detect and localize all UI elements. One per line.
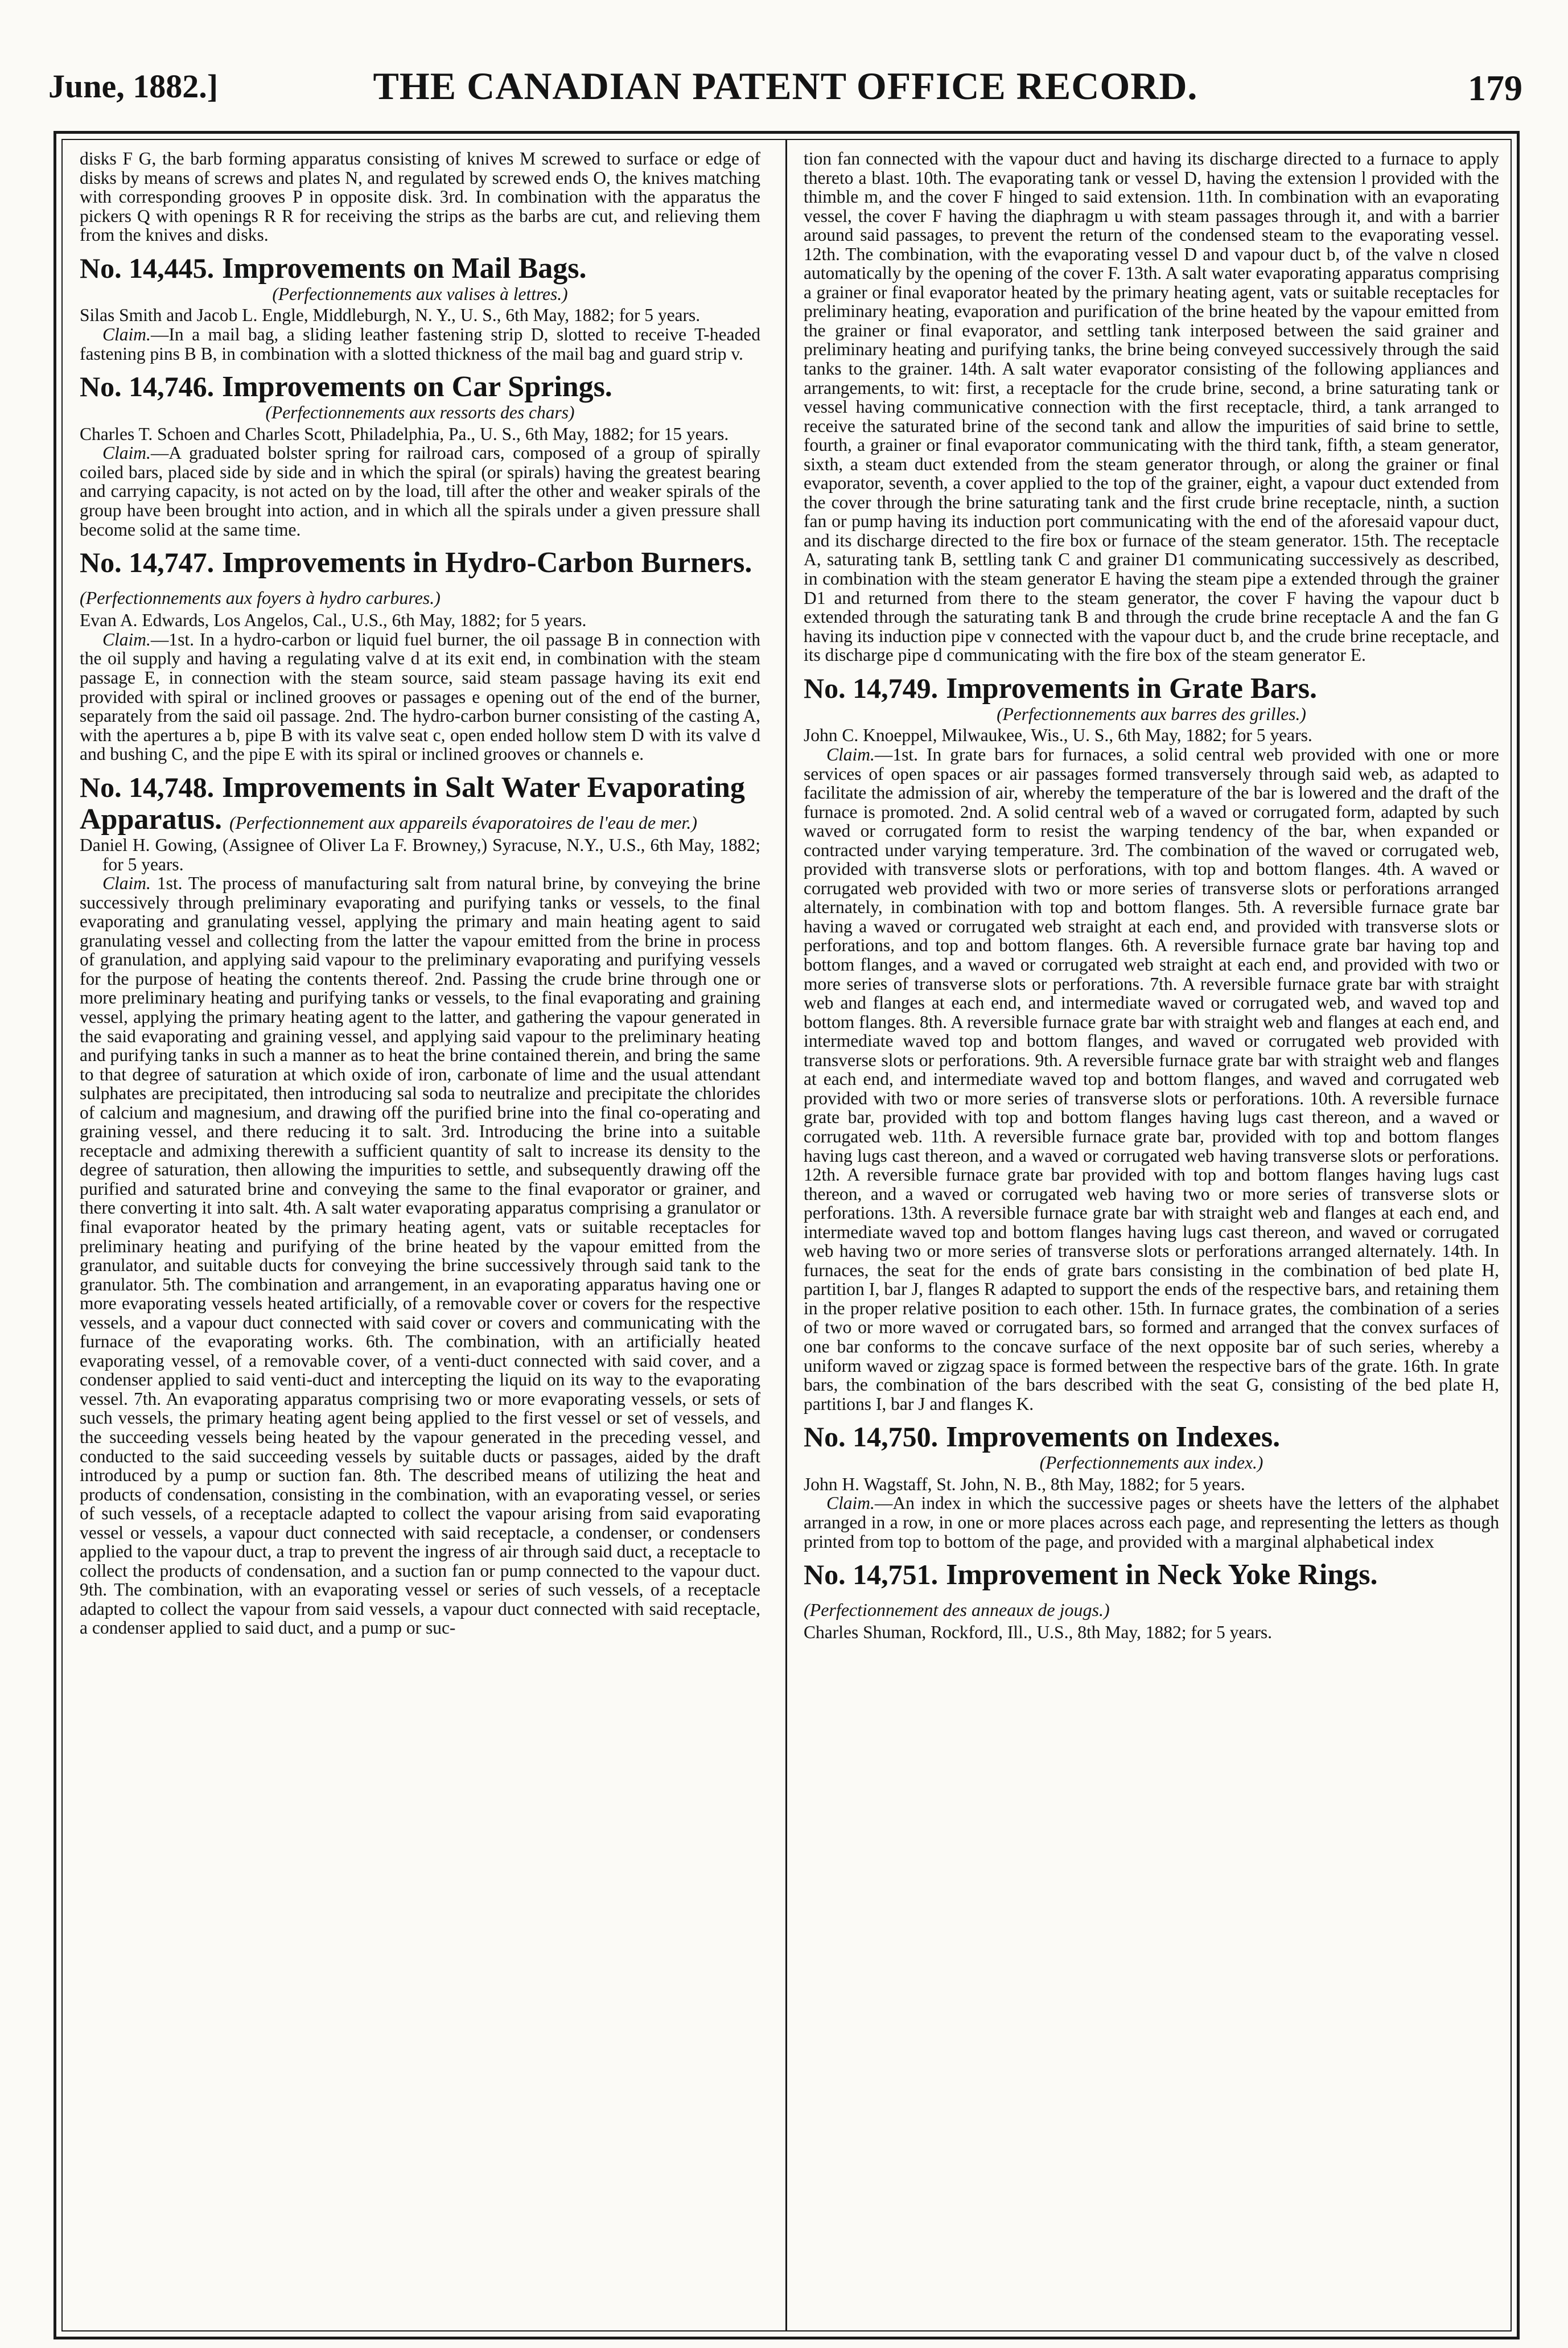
patent-heading	[80, 371, 760, 403]
patent-title: Improvements in Grate Bars.	[946, 672, 1317, 705]
patent-heading	[80, 253, 760, 285]
continued-claim-text: tion fan connected with the vapour duct and having its discharge directed to a furnace to apply thereto a blast. 10th. The evaporating tank or vessel D, having the extension l provided with the thimble m, and the cover F hinged to said extension. 11th. In combination with an evaporating vessel, the cover F having the diaphragm u with steam passages through it, and with a barrier around said passages, to prevent the return of the condensed steam to the evaporating vessel. 12th. The combination, with the evaporating vessel D and vapour duct b, of the valve n closed automatically by the opening of the cover F. 13th. A salt water evaporating apparatus comprising a grainer or final evaporator heated by the primary heating agent, vats or suitable receptacles for preliminary heating, evaporation and purification of the brine heated by the vapour emitted from the grainer or final evaporator, and settling tank interposed between the said grainer and preliminary heating and purifying tanks, the brine being conveyed successively through the said tanks to the grainer. 14th. A salt water evaporator consisting of the following appliances and arrangements, to wit: first, a receptacle for the crude brine, second, a brine saturating tank or vessel having communicative connection with the first receptacle, third, a tank arranged to receive the saturated brine of the second tank and allow the impurities of said brine to settle, fourth, a grainer or final evaporator communicating with the third tank, fifth, a steam generator, sixth, a steam duct extended from the steam generator through, or along the grainer or final evaporator, seventh, a cover applied to the top of the grainer, eight, a vapour duct extended from the cover through the brine saturating tank and the first crude brine receptacle, ninth, a suction fan or pump having its induction port communicating with the end of the aforesaid vapour duct, and its discharge directed to the fire box or furnace of the steam generator. 15th. The receptacle A, saturating tank B, settling tank C and grainer D1 communicating successively as described, in combination with the steam generator E having the steam pipe a extended through the grainer D1 and returned from there to the steam generator, the cover F having the vapour duct b extended through the saturating tank B and through the crude brine receptacle A and the fan G having its induction pipe v connected with the vapour duct b, and the crude brine receptacle, and its discharge pipe d communicating with the fire box of the steam generator E.	[804, 149, 1499, 665]
claim-paragraph	[80, 874, 760, 1638]
french-title: (Perfectionnements aux valises à lettres.)	[272, 283, 568, 304]
claim-text: —1st. In grate bars for furnaces, a solid central web provided with one or more services of open spaces or air passages formed transversely through said web, as adapted to facilitate the admission of air, whereby the temperature of the bar is lowered and the draft of the furnace is promoted. 2nd. A solid central web of a waved or corrugated form, adapted by such waved or corrugated form to resist the warping tendency of the bar, when expanded or contracted under varying temperature. 3rd. The combination of the waved or corrugated web, provided with transverse slots or perforations, with top and bottom flanges. 4th. A waved or corrugated web provided with two or more series of transverse slots or perforations arranged alternately, in combination with top and bottom flanges. 5th. A reversible furnace grate bar having a waved or corrugated web straight at each end, and provided with transverse slots or perforations, and top and bottom flanges. 6th. A reversible furnace grate bar having top and bottom flanges, and a waved or corrugated web straight at each end, and provided with two or more series of transverse slots or perforations. 7th. A reversible furnace grate bar with straight web and flanges at each end, and intermediate waved or corrugated web, and waved top and bottom flanges. 8th. A reversible furnace grate bar with straight web and flanges at each end, and intermediate waved top and bottom flanges, and waved or corrugated web provided with transverse slots or perforations. 9th. A reversible furnace grate bar with straight web and flanges at each end, and intermediate waved top and bottom flanges, and waved and corrugated web provided with two or more series of transverse slots or perforations. 10th. A reversible furnace grate bar, provided with top and bottom flanges having lugs cast thereon, and a waved or corrugated web. 11th. A reversible furnace grate bar, provided with top and bottom flanges having lugs cast thereon, and a waved or corrugated web having transverse slots or perforations. 12th. A reversible furnace grate bar provided with top and bottom flanges having lugs cast thereon, and a waved or corrugated web having two or more series of transverse slots or perforations. 13th. A reversible furnace grate bar with straight web and flanges at each end, and intermediate waved top and bottom flanges having lugs cast thereon, and waved or corrugated web having two or more series of transverse slots or perforations arranged alternately. 14th. In furnaces, the seat for the ends of grate bars consisting in the combination of bed plate H, partition I, bar J, flanges R adapted to support the ends of the respective bars, and retaining them in the proper relative position to each other. 15th. In furnace grates, the combination of a series of two or more waved or corrugated bars, so formed and arranged that the convex surfaces of one bar conforms to the concave surface of the next opposite bar of such series, whereby a uniform waved or zigzag space is formed between the respective bars of the grate. 16th. In grate bars, the combination of the bars described with the seat G, consisting of the bed plate H, partitions I, bar J and flanges K.	[804, 745, 1499, 1414]
french-title: (Perfectionnement des anneaux de jougs.)	[804, 1599, 1110, 1621]
french-title: (Perfectionnement aux appareils évaporatoires de l'eau de mer.)	[229, 812, 697, 833]
patent-title: Improvements on Mail Bags.	[222, 252, 587, 285]
patent-title: Improvements on Car Springs.	[222, 371, 612, 404]
inventor-line: Silas Smith and Jacob L. Engle, Middleburgh, N. Y., U. S., 6th May, 1882; for 5 years.	[80, 305, 701, 326]
claim-text: —In a mail bag, a sliding leather fastening strip D, slotted to receive T-headed fastening pins B B, in combination with a slotted thickness of the mail bag and guard strip v.	[80, 324, 760, 364]
patent-title: Improvements in Salt Water Evaporating Apparatus.	[80, 771, 745, 836]
patent-heading	[804, 1559, 1499, 1623]
inventor-line: John C. Knoeppel, Milwaukee, Wis., U. S., 6th May, 1882; for 5 years.	[804, 725, 1312, 746]
claim-text: 1st. The process of manufacturing salt from natural brine, by conveying the brine successively through preliminary evaporating and purifying tanks or vessels, to the final evaporating and granulating vessel, applying the primary and main heating agent to said granulating vessel and collecting from the latter the vapour emitted from the brine in process of granulation, and applying said vapour to the preliminary evaporating and purifying vessels for the purpose of heating the contents thereof. 2nd. Passing the crude brine through one or more preliminary heating and purifying tanks or vessels, to the final evaporating and graining vessel, applying the primary heating agent to the latter, and gathering the vapour generated in the said evaporating and graining vessel, and applying said vapour to the preliminary heating and purifying tanks in such a manner as to heat the brine contained therein, and bring the same to that degree of saturation at which oxide of iron, carbonate of lime and the usual attendant sulphates are precipitated, then introducing sal soda to neutralize and precipitate the chlorides of calcium and magnesium, and drawing off the purified brine into the final co-operating and graining vessel, and there reducing it to salt. 3rd. Introducing the brine into a suitable receptacle and admixing therewith a sufficient quantity of salt to increase its density to the degree of saturation, then allowing the impurities to settle, and subsequently drawing off the purified and saturated brine and conveying the same to the final evaporator or grainer, and there converting it into salt. 4th. A salt water evaporating apparatus comprising a granulator or final evaporator heated by the primary heating agent, vats or suitable receptacles for preliminary heating and purifying of the brine heated by the vapour emitted from the granulator, and suitable ducts for conveying the brine successively through said tank to the granulator. 5th. The combination and arrangement, in an evaporating apparatus having one or more evaporating vessels heated artificially, of a removable cover or covers for the respective vessels, and a vapour duct connected with said cover or covers and communicating with the furnace of the evaporating works. 6th. The combination, with an artificially heated evaporating vessel, of a removable cover, of a venti-duct connected with said cover, and a condenser applied to said venti-duct and intercepting the liquid on its way to the evaporating vessel. 7th. An evaporating apparatus comprising two or more evaporating vessels, or sets of such vessels, the primary heating agent being applied to the first vessel or set of vessels, and the succeeding vessels being heated by the vapour generated in the preceding vessel, and conducted to the said succeeding vessels by suitable ducts or passages, aided by the draft introduced by a pump or suction fan. 8th. The described means of utilizing the heat and products of condensation, consisting in the combination, with an evaporating vessel, or series of such vessels, of a receptacle adapted to collect the vapour arising from said evaporating vessel or vessels, a vapour duct connected with said receptacle, a condenser, or condensers applied to the vapour duct, a trap to prevent the ingress of air through said duct, a receptacle to collect the products of condensation, and a suction fan or pump connected to the vapour duct. 9th. The combination, with an evaporating vessel or series of such vessels, of a receptacle adapted to collect the vapour from said vessels, a vapour duct connected with said receptacle, a condenser applied to said duct, and a pump or suc-	[80, 873, 760, 1638]
continued-claim-text: disks F G, the barb forming apparatus consisting of knives M screwed to surface or edge of disks by means of screws and plates N, and regulated by screwed ends O, the knives matching with corresponding grooves P in opposite disk. 3rd. In combination with the apparatus the pickers Q with openings R R for receiving the strips as the barbs are cut, and relieving them from the knives and disks.	[80, 149, 760, 245]
left-column	[80, 149, 760, 2324]
patent-number: No. 14,748.	[80, 771, 215, 803]
claim-text: —1st. In a hydro-carbon or liquid fuel burner, the oil passage B in connection with the oil supply and having a regulating valve d at its exit end, in combination with the steam passage E, in connection with the steam source, said steam passage having its exit end provided with spiral or inclined grooves or passages e opening out of the end of the burner, separately from the said oil passage. 2nd. The hydro-carbon burner consisting of the casting A, with the apertures a b, pipe B with its valve seat c, open ended hollow stem D with its valve d and bushing C, and the pipe E with its spiral or inclined grooves or channels e.	[80, 629, 760, 764]
page-number: 179	[1468, 68, 1522, 108]
issue-date: June, 1882.]	[48, 68, 219, 105]
french-title: (Perfectionnements aux ressorts des chars)	[265, 402, 575, 423]
patent-heading	[804, 1421, 1499, 1453]
patent-heading	[80, 547, 760, 611]
right-column	[804, 149, 1499, 2324]
inventor-line: Daniel H. Gowing, (Assignee of Oliver La F. Browney,) Syracuse, N.Y., U.S., 6th May, 1882; for 5 years.	[80, 835, 760, 874]
publication-title: THE CANADIAN PATENT OFFICE RECORD.	[373, 64, 1198, 108]
claim-label: Claim.	[102, 443, 151, 463]
claim-text: —A graduated bolster spring for railroad cars, composed of a group of spirally coiled bars, placed side by side and in which the spiral (or spirals) having the greatest bearing and carrying capacity, is not acted on by the load, till after the other and weaker spirals of the group have been brought into action, and in which all the spirals under a given pressure shall become solid at the same time.	[80, 443, 760, 540]
patent-number: No. 14,751.	[804, 1559, 939, 1591]
claim-paragraph	[80, 325, 760, 363]
inventor-line: Charles T. Schoen and Charles Scott, Philadelphia, Pa., U. S., 6th May, 1882; for 15 years.	[80, 423, 729, 444]
claim-paragraph	[804, 1494, 1499, 1551]
inventor-line: John H. Wagstaff, St. John, N. B., 8th May, 1882; for 5 years.	[804, 1474, 1245, 1494]
patent-heading	[80, 772, 760, 836]
patent-title: Improvements in Hydro-Carbon Burners.	[222, 546, 752, 579]
claim-paragraph	[80, 443, 760, 539]
page-header	[48, 64, 1522, 115]
claim-text: —An index in which the successive pages or sheets have the letters of the alphabet arranged in a row, in one or more places across each page, and representing the letters as though printed from top to bottom of the page, and provided with a marginal alphabetical index	[804, 1493, 1499, 1552]
patent-number: No. 14,445.	[80, 252, 215, 284]
claim-label: Claim.	[826, 1493, 875, 1514]
french-title: (Perfectionnements aux foyers à hydro carbures.)	[80, 587, 441, 608]
french-title: (Perfectionnements aux index.)	[1039, 1453, 1264, 1473]
patent-heading	[804, 673, 1499, 705]
claim-paragraph	[80, 630, 760, 764]
claim-label: Claim.	[826, 745, 875, 765]
patent-number: No. 14,749.	[804, 672, 939, 704]
patent-number: No. 14,747.	[80, 546, 215, 579]
claim-label: Claim.	[102, 873, 151, 894]
patent-number: No. 14,750.	[804, 1421, 939, 1453]
claim-label: Claim.	[102, 324, 151, 344]
patent-number: No. 14,746.	[80, 371, 215, 403]
inventor-line: Evan A. Edwards, Los Angelos, Cal., U.S., 6th May, 1882; for 5 years.	[80, 610, 587, 631]
inventor-line: Charles Shuman, Rockford, Ill., U.S., 8th May, 1882; for 5 years.	[804, 1622, 1272, 1643]
patent-title: Improvements on Indexes.	[946, 1421, 1281, 1454]
claim-label: Claim.	[102, 629, 151, 649]
column-divider	[785, 139, 787, 2331]
patent-title: Improvement in Neck Yoke Rings.	[946, 1559, 1378, 1592]
claim-paragraph	[804, 745, 1499, 1413]
french-title: (Perfectionnements aux barres des grilles.)	[997, 704, 1306, 724]
